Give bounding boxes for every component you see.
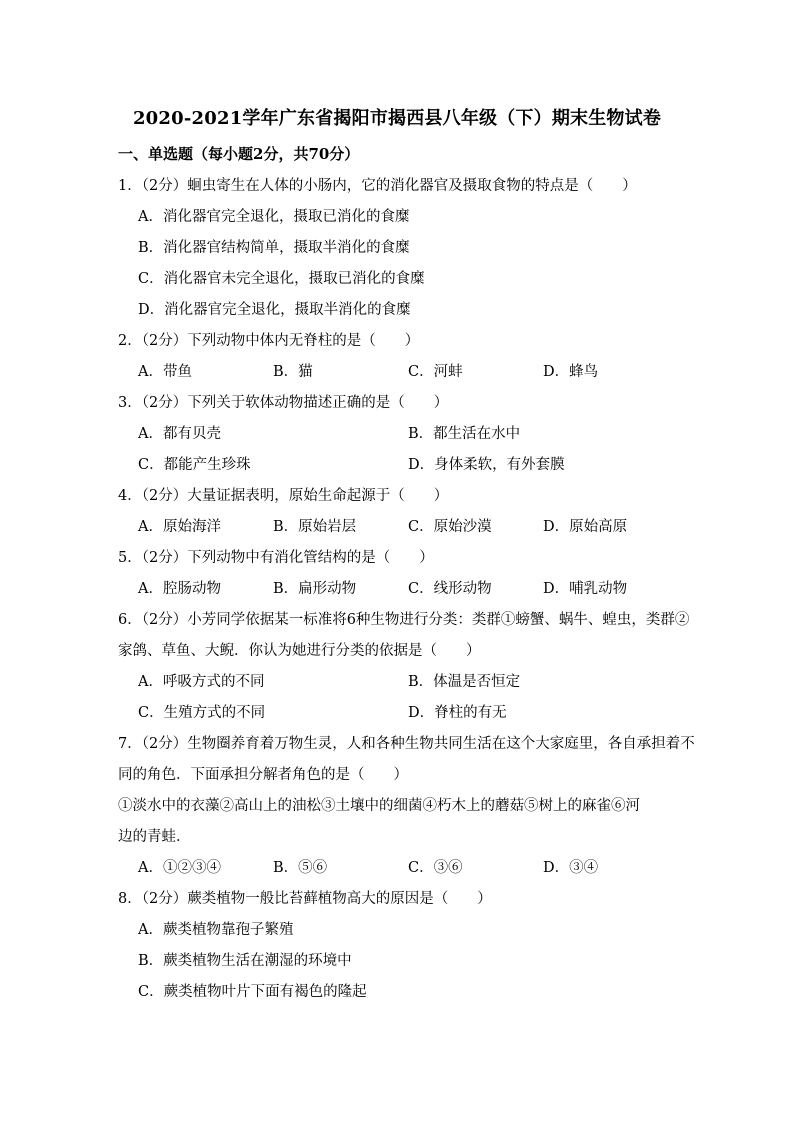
question-stem: 3．（2分）下列关于软体动物描述正确的是（ ） (118, 395, 449, 411)
question-stem: 4．（2分）大量证据表明，原始生命起源于（ ） (118, 488, 449, 504)
option: A．蕨类植物靠孢子繁殖 (138, 922, 294, 938)
option-row (118, 672, 678, 703)
option: C．消化器官未完全退化，摄取已消化的食糜 (138, 271, 425, 287)
option: B．消化器官结构简单，摄取半消化的食糜 (138, 240, 410, 256)
option: B．猫 (273, 364, 313, 380)
question-list (118, 176, 695, 1013)
page-title: 2020-2021学年广东省揭阳市揭西县八年级（下）期末生物试卷 (132, 108, 662, 129)
option-row (118, 579, 678, 610)
option: D．原始高原 (543, 519, 628, 535)
question-stem-continued: 家鸽、草鱼、大鲵．你认为她进行分类的依据是（ ） (118, 643, 481, 659)
option-row (118, 362, 678, 393)
section-header: 一、单选题（每小题2分，共70分） (118, 145, 360, 163)
option: B．扁形动物 (273, 581, 357, 597)
option-row (118, 455, 678, 486)
option-row (118, 858, 678, 889)
option: D．哺乳动物 (543, 581, 628, 597)
option: C．都能产生珍珠 (138, 457, 251, 473)
option: A．带鱼 (138, 364, 192, 380)
option-row (118, 424, 678, 455)
question-stem-continued: 边的青蛙． (118, 829, 191, 845)
option: D．脊柱的有无 (408, 705, 507, 721)
option: B．⑤⑥ (273, 860, 328, 876)
option: A．消化器官完全退化，摄取已消化的食糜 (138, 209, 410, 225)
option: C．③⑥ (408, 860, 463, 876)
option: C．线形动物 (408, 581, 492, 597)
option: A．都有贝壳 (138, 426, 221, 442)
option: A．腔肠动物 (138, 581, 221, 597)
option: D．身体柔软，有外套膜 (408, 457, 565, 473)
option: B．体温是否恒定 (408, 674, 521, 690)
question-stem: 8．（2分）蕨类植物一般比苔藓植物高大的原因是（ ） (118, 891, 492, 907)
option: A．呼吸方式的不同 (138, 674, 265, 690)
option: D．③④ (543, 860, 599, 876)
option: B．原始岩层 (273, 519, 357, 535)
option: C．原始沙漠 (408, 519, 492, 535)
option: B．都生活在水中 (408, 426, 521, 442)
option-row (118, 517, 678, 548)
option: D．消化器官完全退化，摄取半消化的食糜 (138, 302, 411, 318)
option-row (118, 703, 678, 734)
question-stem: 6．（2分）小芳同学依据某一标准将6种生物进行分类：类群①螃蟹、蜗牛、蝗虫，类群② (118, 612, 690, 628)
option: D．蜂鸟 (543, 364, 599, 380)
option: B．蕨类植物生活在潮湿的环境中 (138, 953, 352, 969)
question-stem-continued: 同的角色．下面承担分解者角色的是（ ） (118, 767, 408, 783)
question-stem: 7．（2分）生物圈养育着万物生灵，人和各种生物共同生活在这个大家庭里，各自承担着不 (118, 736, 695, 752)
option: A．①②③④ (138, 860, 221, 876)
question-stem: 1．（2分）蛔虫寄生在人体的小肠内，它的消化器官及摄取食物的特点是（ ） (118, 178, 637, 194)
question-stem: 2．（2分）下列动物中体内无脊柱的是（ ） (118, 333, 420, 349)
option: C．生殖方式的不同 (138, 705, 266, 721)
option: C．蕨类植物叶片下面有褐色的隆起 (138, 984, 367, 1000)
question-stem: 5．（2分）下列动物中有消化管结构的是（ ） (118, 550, 434, 566)
question-stem-continued: ①淡水中的衣藻②高山上的油松③土壤中的细菌④朽木上的蘑菇⑤树上的麻雀⑥河 (118, 798, 640, 814)
option: C．河蚌 (408, 364, 463, 380)
option: A．原始海洋 (138, 519, 221, 535)
